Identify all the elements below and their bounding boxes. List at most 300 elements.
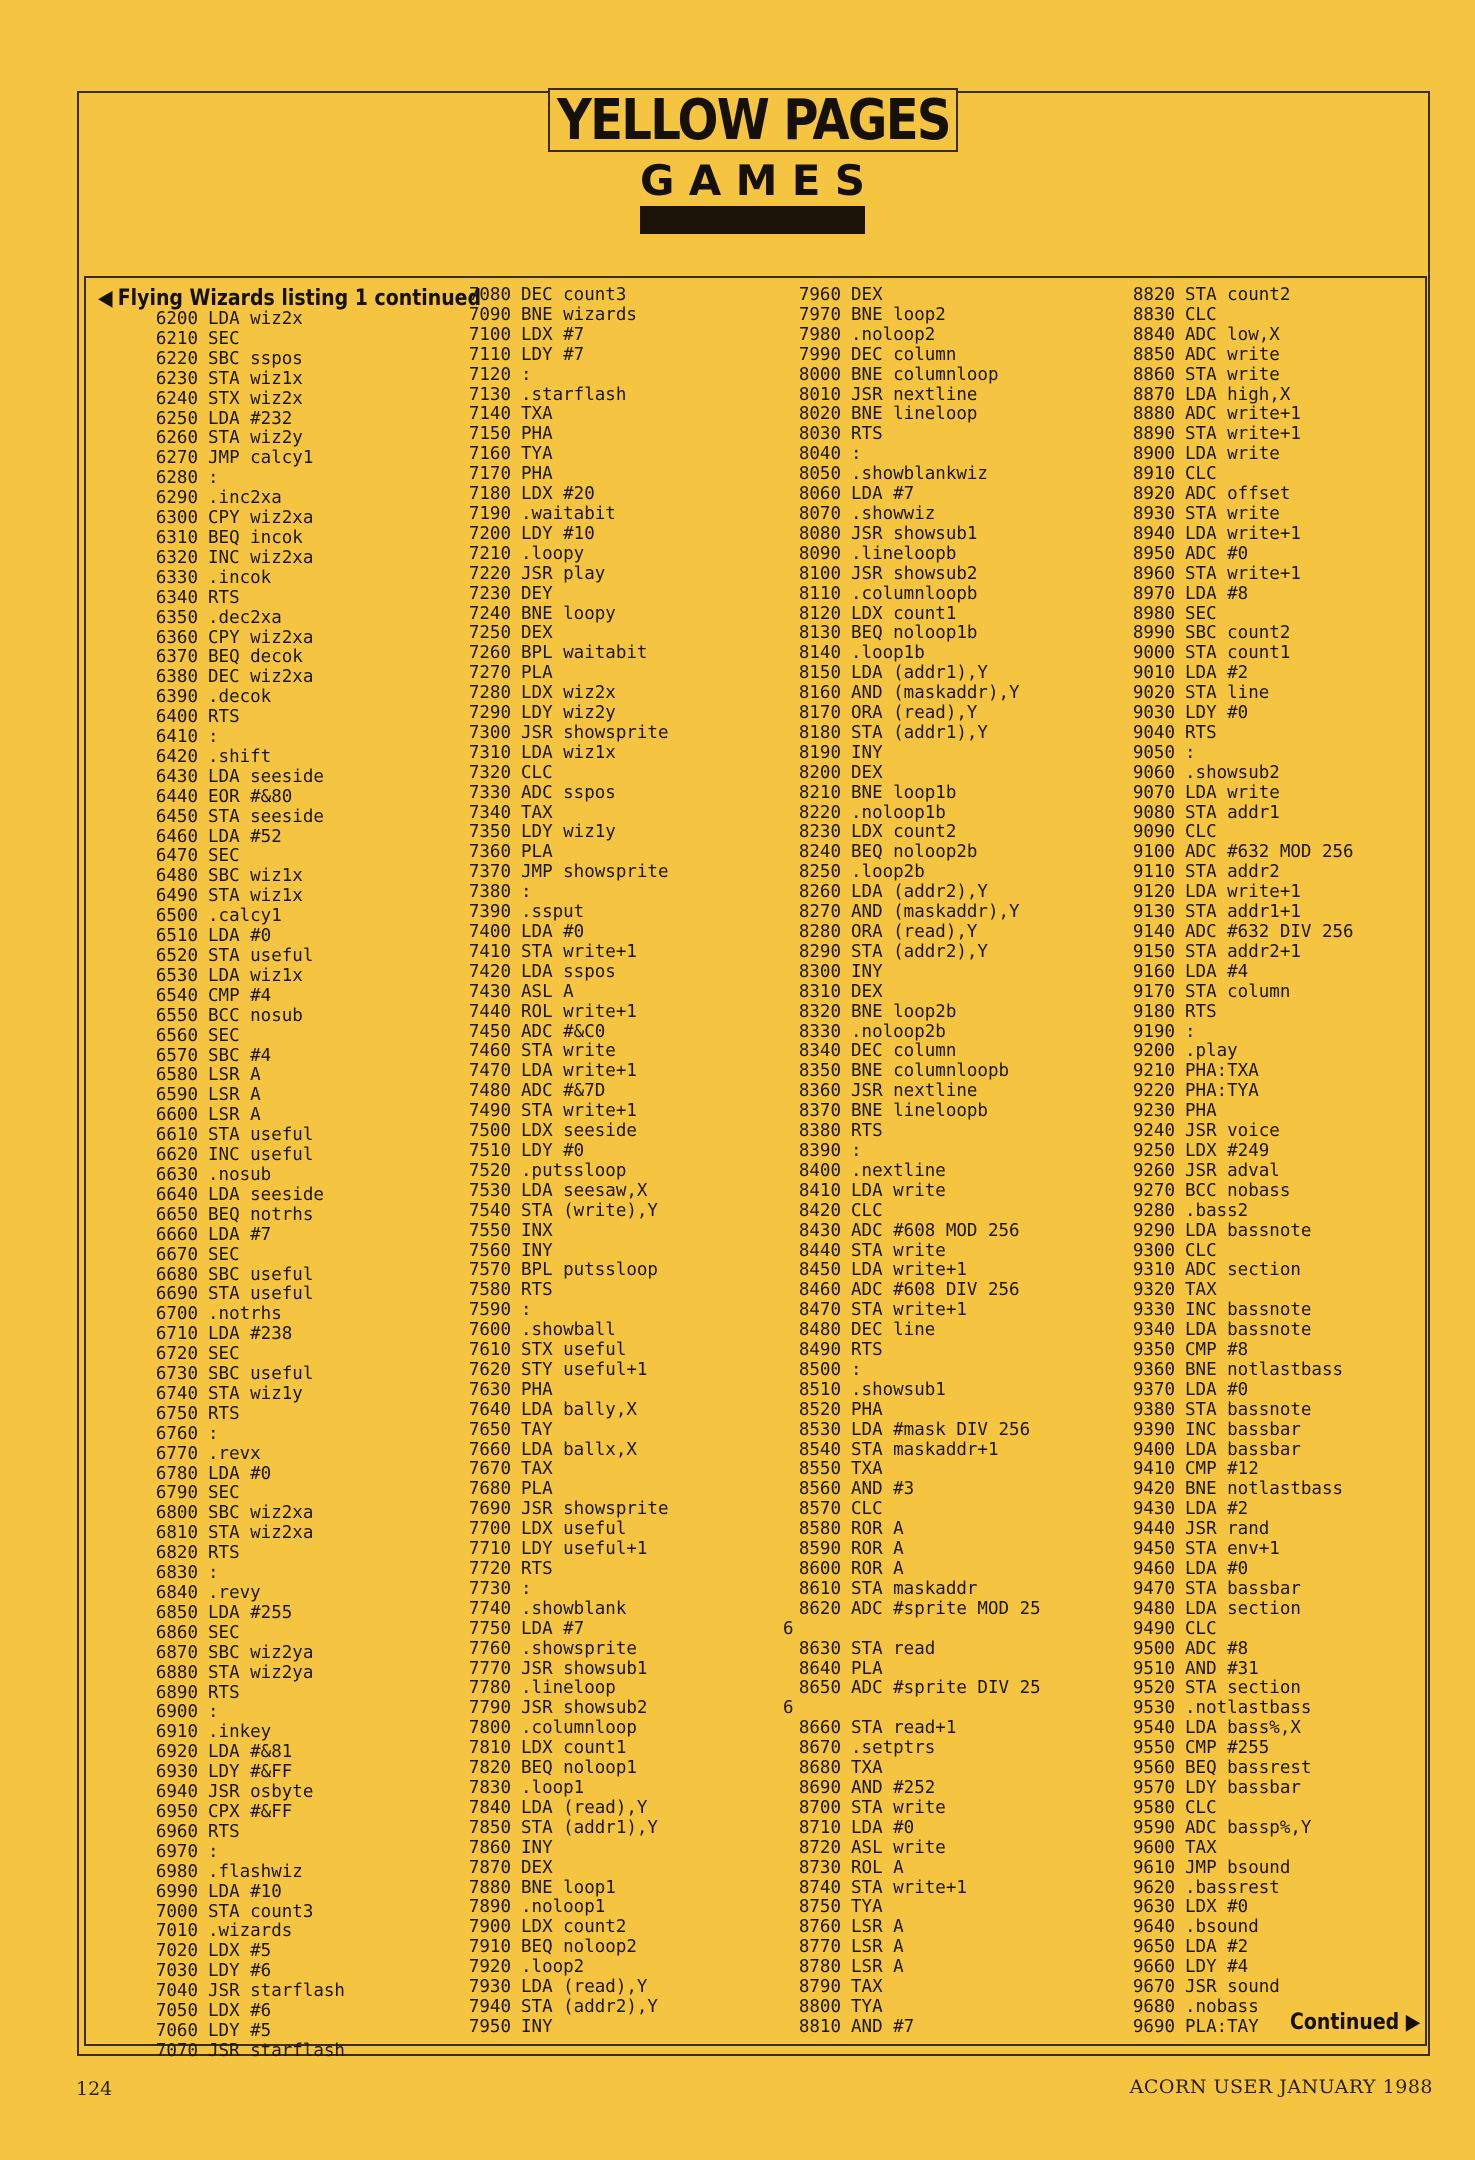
line-number: 7650 — [468, 1419, 511, 1440]
line-code: .noloop2 — [851, 324, 936, 345]
line-number: 9300 — [1132, 1240, 1175, 1261]
code-line — [453, 1321, 669, 1341]
line-code: STA write — [851, 1240, 946, 1261]
code-line — [783, 1480, 1041, 1500]
code-line — [140, 1186, 345, 1206]
line-code: DEX — [851, 762, 883, 783]
code-line — [453, 1958, 669, 1978]
line-code: LDA bass%,X — [1185, 1718, 1301, 1739]
line-number: 9200 — [1132, 1041, 1175, 1062]
line-number: 9660 — [1132, 1957, 1175, 1978]
line-code: STA write — [851, 1797, 946, 1818]
line-code: LDX #0 — [1185, 1897, 1249, 1918]
code-line — [783, 1540, 1041, 1560]
code-line — [140, 429, 345, 449]
line-code: LDX #5 — [208, 1941, 272, 1962]
line-code: .waitabit — [521, 503, 616, 524]
line-code: : — [208, 1563, 219, 1584]
line-code: JSR nextline — [851, 1081, 978, 1102]
line-number: 8770 — [798, 1937, 841, 1958]
line-code: JSR showsprite — [521, 1499, 669, 1520]
code-line — [783, 1361, 1041, 1381]
code-line — [1117, 684, 1354, 704]
line-number: 9470 — [1132, 1578, 1175, 1599]
line-number: 7570 — [468, 1260, 511, 1281]
line-code: STA (addr2),Y — [521, 1996, 658, 2017]
code-line — [783, 1819, 1041, 1839]
line-number: 9490 — [1132, 1618, 1175, 1639]
line-number: 6910 — [155, 1722, 198, 1743]
line-number: 8580 — [798, 1519, 841, 1540]
line-code: LDY #0 — [1185, 703, 1249, 724]
line-number: 6410 — [155, 727, 198, 748]
line-code: LDX wiz2x — [521, 683, 616, 704]
code-line — [783, 1102, 1041, 1122]
line-code: LDY bassbar — [1185, 1777, 1301, 1798]
code-line — [783, 724, 1041, 744]
code-line — [140, 609, 345, 629]
line-number: 9570 — [1132, 1777, 1175, 1798]
line-code: BNE loop1b — [851, 782, 957, 803]
code-line — [1117, 346, 1354, 366]
code-line — [783, 1779, 1041, 1799]
line-number: 7280 — [468, 683, 511, 704]
line-code: JSR showsub2 — [851, 563, 978, 584]
line-code: 6 — [783, 1698, 794, 1719]
line-code: LDA (read),Y — [521, 1977, 648, 1998]
line-number: 7710 — [468, 1539, 511, 1560]
code-line — [140, 1385, 345, 1405]
code-line — [783, 1202, 1041, 1222]
code-line — [453, 1441, 669, 1461]
line-code: LDY #5 — [208, 2020, 272, 2041]
line-code: .inkey — [208, 1722, 272, 1743]
code-line — [453, 684, 669, 704]
code-line — [140, 370, 345, 390]
line-code: AND #252 — [851, 1777, 936, 1798]
code-line — [453, 1998, 669, 2018]
line-code: LDA #0 — [851, 1817, 915, 1838]
line-number: 8410 — [798, 1180, 841, 1201]
code-line — [783, 1182, 1041, 1202]
line-number: 9250 — [1132, 1140, 1175, 1161]
line-code: ADC #&C0 — [521, 1021, 606, 1042]
line-code: LDX count1 — [521, 1738, 627, 1759]
line-number: 7030 — [155, 1961, 198, 1982]
line-code: .play — [1185, 1041, 1238, 1062]
line-number: 6860 — [155, 1622, 198, 1643]
line-number: 9110 — [1132, 862, 1175, 883]
line-code: LDA seesaw,X — [521, 1180, 648, 1201]
line-number: 8550 — [798, 1459, 841, 1480]
line-code: BEQ bassrest — [1185, 1758, 1312, 1779]
line-number: 9680 — [1132, 1996, 1175, 2017]
line-number: 7270 — [468, 663, 511, 684]
code-line — [783, 1301, 1041, 1321]
code-line — [453, 485, 669, 505]
line-number: 8860 — [1132, 364, 1175, 385]
line-code: LSR A — [208, 1065, 261, 1086]
code-line — [453, 1401, 669, 1421]
code-line — [783, 1739, 1041, 1759]
line-number: 7580 — [468, 1280, 511, 1301]
line-code: TAY — [521, 1419, 553, 1440]
line-number: 6600 — [155, 1105, 198, 1126]
line-number: 7960 — [798, 285, 841, 305]
line-code: LDY #4 — [1185, 1957, 1249, 1978]
section-label — [640, 156, 865, 205]
code-line — [140, 1484, 345, 1504]
code-line — [140, 927, 345, 947]
code-line — [1117, 624, 1354, 644]
line-code: STA (addr2),Y — [851, 941, 988, 962]
line-code: LDA #2 — [1185, 663, 1249, 684]
code-line — [783, 445, 1041, 465]
line-code: LDY #6 — [208, 1961, 272, 1982]
line-code: JSR adval — [1185, 1160, 1280, 1181]
line-code: ASL write — [851, 1837, 946, 1858]
code-line — [140, 808, 345, 828]
line-number: 6400 — [155, 707, 198, 728]
line-number: 7780 — [468, 1678, 511, 1699]
line-code: : — [521, 882, 532, 903]
code-line — [453, 1560, 669, 1580]
line-number: 6440 — [155, 786, 198, 807]
line-number: 7980 — [798, 324, 841, 345]
code-line — [140, 788, 345, 808]
code-line — [140, 1823, 345, 1843]
line-number: 8010 — [798, 384, 841, 405]
line-code: LDA wiz1x — [521, 742, 616, 763]
code-line — [783, 1242, 1041, 1262]
code-line — [140, 1285, 345, 1305]
line-code: .starflash — [521, 384, 627, 405]
line-number: 8660 — [798, 1718, 841, 1739]
line-code: BEQ noloop2b — [851, 842, 978, 863]
line-number: 8020 — [798, 404, 841, 425]
line-code: LDA seeside — [208, 766, 324, 787]
line-number: 8910 — [1132, 464, 1175, 485]
line-code: LDA #7 — [208, 1224, 272, 1245]
line-code: ADC bassp%,Y — [1185, 1817, 1312, 1838]
line-code: .calcy1 — [208, 906, 282, 927]
line-number: 6320 — [155, 547, 198, 568]
line-number: 8540 — [798, 1439, 841, 1460]
line-number: 6730 — [155, 1364, 198, 1385]
code-line — [453, 465, 669, 485]
line-number: 6670 — [155, 1244, 198, 1265]
listing-heading — [98, 286, 481, 311]
code-line — [1117, 1042, 1354, 1062]
line-code: 6 — [783, 1618, 794, 1639]
code-line — [1117, 1441, 1354, 1461]
line-code: SBC useful — [208, 1264, 314, 1285]
line-number: 8710 — [798, 1817, 841, 1838]
code-line — [140, 947, 345, 967]
line-number: 6280 — [155, 468, 198, 489]
code-line — [783, 1799, 1041, 1819]
line-number: 7220 — [468, 563, 511, 584]
line-code: .notrhs — [208, 1304, 282, 1325]
line-number: 9120 — [1132, 882, 1175, 903]
line-number: 7630 — [468, 1379, 511, 1400]
code-line — [783, 1620, 1041, 1640]
code-line — [140, 748, 345, 768]
code-line — [140, 1684, 345, 1704]
line-code: SBC #4 — [208, 1045, 272, 1066]
code-line — [783, 1879, 1041, 1899]
code-line — [140, 1146, 345, 1166]
code-line — [783, 1401, 1041, 1421]
code-line — [140, 1047, 345, 1067]
code-line — [453, 863, 669, 883]
code-line — [1117, 1480, 1354, 1500]
code-line — [140, 1644, 345, 1664]
code-line — [1117, 425, 1354, 445]
line-number: 7340 — [468, 802, 511, 823]
line-number: 8140 — [798, 643, 841, 664]
line-code: STA read — [851, 1638, 936, 1659]
line-code: : — [208, 1702, 219, 1723]
line-code: PLA — [851, 1658, 883, 1679]
line-code: .loop2 — [521, 1957, 585, 1978]
line-number: 7910 — [468, 1937, 511, 1958]
line-number: 8180 — [798, 722, 841, 743]
line-number: 8440 — [798, 1240, 841, 1261]
code-line — [453, 1779, 669, 1799]
line-code: LDA seeside — [208, 1184, 324, 1205]
line-number: 9030 — [1132, 703, 1175, 724]
code-line — [783, 1222, 1041, 1242]
line-code: CMP #8 — [1185, 1340, 1249, 1361]
code-line — [453, 644, 669, 664]
line-number: 6650 — [155, 1204, 198, 1225]
line-code: LDX count2 — [851, 822, 957, 843]
line-number: 8840 — [1132, 324, 1175, 345]
line-number: 6480 — [155, 866, 198, 887]
line-code: STA bassnote — [1185, 1399, 1312, 1420]
line-code: ADC #608 DIV 256 — [851, 1280, 1020, 1301]
line-code: INY — [521, 1837, 553, 1858]
line-code: LDA ballx,X — [521, 1439, 637, 1460]
line-code: LDY #10 — [521, 523, 595, 544]
code-line — [453, 883, 669, 903]
line-number: 7300 — [468, 722, 511, 743]
line-number: 7060 — [155, 2020, 198, 2041]
code-line — [140, 867, 345, 887]
code-column-2 — [453, 286, 669, 2038]
line-number: 8630 — [798, 1638, 841, 1659]
line-number: 7880 — [468, 1877, 511, 1898]
code-line — [783, 823, 1041, 843]
line-code: CPY wiz2xa — [208, 508, 314, 529]
line-code: .loop1b — [851, 643, 925, 664]
line-number: 6680 — [155, 1264, 198, 1285]
line-number: 9430 — [1132, 1499, 1175, 1520]
line-code: STA useful — [208, 946, 314, 966]
line-code: LSR A — [208, 1105, 261, 1126]
line-code: JMP showsprite — [521, 862, 669, 883]
line-number: 7660 — [468, 1439, 511, 1460]
line-code: STA wiz1y — [208, 1383, 303, 1404]
line-number: 7870 — [468, 1857, 511, 1878]
line-code: LDA write+1 — [1185, 882, 1301, 903]
line-code: TAX — [521, 1459, 553, 1480]
line-number: 6420 — [155, 746, 198, 767]
line-number: 7590 — [468, 1300, 511, 1321]
line-code: SBC useful — [208, 1364, 314, 1385]
code-line — [453, 1719, 669, 1739]
line-number: 7130 — [468, 384, 511, 405]
line-code: LDA #mask DIV 256 — [851, 1419, 1031, 1440]
code-line — [140, 1246, 345, 1266]
line-code: ADC #608 MOD 256 — [851, 1220, 1020, 1241]
code-line — [783, 1460, 1041, 1480]
line-code: BNE notlastbass — [1185, 1359, 1344, 1380]
code-line — [140, 310, 345, 330]
line-code: LDA #0 — [208, 1463, 272, 1484]
line-number: 8880 — [1132, 404, 1175, 425]
line-number: 7360 — [468, 842, 511, 863]
line-code: .ssput — [521, 902, 585, 923]
line-number: 8250 — [798, 862, 841, 883]
line-code: LDA bassbar — [1185, 1439, 1301, 1460]
line-code: ADC write — [1185, 344, 1280, 365]
line-code: BNE loop1 — [521, 1877, 616, 1898]
line-number: 6920 — [155, 1742, 198, 1763]
code-line — [453, 1222, 669, 1242]
line-code: BEQ noloop2 — [521, 1937, 637, 1958]
line-number: 6880 — [155, 1662, 198, 1683]
code-line — [1117, 1460, 1354, 1480]
page-number: 124 — [76, 2078, 113, 2100]
code-line — [783, 306, 1041, 326]
line-code: STA wiz2y — [208, 428, 303, 449]
line-number: 9180 — [1132, 1001, 1175, 1022]
code-line — [453, 1819, 669, 1839]
line-code: ADC section — [1185, 1260, 1301, 1281]
line-number: 6260 — [155, 428, 198, 449]
line-number: 8000 — [798, 364, 841, 385]
line-number: 6340 — [155, 587, 198, 608]
line-code: LSR A — [851, 1917, 904, 1938]
line-code: STA write+1 — [1185, 424, 1301, 445]
code-line — [140, 1863, 345, 1883]
line-number: 7140 — [468, 404, 511, 425]
line-code: STA write — [521, 1041, 616, 1062]
line-code: JSR voice — [1185, 1121, 1280, 1142]
line-number: 9090 — [1132, 822, 1175, 843]
line-number: 6990 — [155, 1881, 198, 1902]
code-line — [140, 1086, 345, 1106]
line-number: 6390 — [155, 687, 198, 708]
code-line — [1117, 724, 1354, 744]
code-line — [783, 525, 1041, 545]
code-line — [140, 1425, 345, 1445]
line-number: 7020 — [155, 1941, 198, 1962]
line-number: 8130 — [798, 623, 841, 644]
line-number: 9290 — [1132, 1220, 1175, 1241]
line-number: 8490 — [798, 1340, 841, 1361]
line-number: 6230 — [155, 368, 198, 389]
line-code: BCC nosub — [208, 1005, 303, 1026]
code-line — [1117, 585, 1354, 605]
code-line — [1117, 1779, 1354, 1799]
code-line — [1117, 1082, 1354, 1102]
line-code: ADC #sprite MOD 25 — [851, 1598, 1041, 1619]
line-code: .putssloop — [521, 1160, 627, 1181]
line-number: 8820 — [1132, 285, 1175, 305]
line-number: 7820 — [468, 1758, 511, 1779]
line-number: 9260 — [1132, 1160, 1175, 1181]
line-code: PHA — [521, 424, 553, 445]
line-number: 6500 — [155, 906, 198, 927]
line-code: LDA write — [1185, 782, 1280, 803]
line-code: RTS — [851, 1121, 883, 1142]
line-number: 8730 — [798, 1857, 841, 1878]
line-number: 8260 — [798, 882, 841, 903]
line-number: 9650 — [1132, 1937, 1175, 1958]
line-number: 8800 — [798, 1996, 841, 2017]
code-line — [1117, 1321, 1354, 1341]
code-line — [453, 1281, 669, 1301]
line-number: 7840 — [468, 1797, 511, 1818]
line-number: 8610 — [798, 1578, 841, 1599]
line-code: ASL A — [521, 981, 574, 1002]
line-code: : — [521, 364, 532, 385]
line-number: 6690 — [155, 1284, 198, 1305]
line-code: LDX #6 — [208, 2001, 272, 2022]
code-line — [140, 688, 345, 708]
code-line — [783, 1938, 1041, 1958]
line-number: 8970 — [1132, 583, 1175, 604]
code-line — [1117, 1500, 1354, 1520]
line-number: 6540 — [155, 985, 198, 1006]
code-line — [140, 589, 345, 609]
line-code: ADC write+1 — [1185, 404, 1301, 425]
line-number: 8240 — [798, 842, 841, 863]
line-code: SEC — [208, 1344, 240, 1365]
line-number: 8570 — [798, 1499, 841, 1520]
line-number: 7450 — [468, 1021, 511, 1042]
line-code: PLA — [521, 842, 553, 863]
line-number: 8590 — [798, 1539, 841, 1560]
line-number: 7920 — [468, 1957, 511, 1978]
code-line — [1117, 1142, 1354, 1162]
code-line — [453, 286, 669, 306]
line-number: 9620 — [1132, 1877, 1175, 1898]
code-line — [453, 1381, 669, 1401]
code-line — [1117, 1261, 1354, 1281]
line-code: BNE wizards — [521, 304, 637, 325]
line-number: 8120 — [798, 603, 841, 624]
code-line — [140, 1305, 345, 1325]
code-line — [1117, 1421, 1354, 1441]
code-line — [1117, 1003, 1354, 1023]
line-code: JSR showsub1 — [851, 523, 978, 544]
code-line — [1117, 704, 1354, 724]
code-line — [453, 923, 669, 943]
line-code: INY — [521, 2016, 553, 2037]
line-code: STA wiz1x — [208, 368, 303, 389]
line-number: 6550 — [155, 1005, 198, 1026]
line-code: .wizards — [208, 1921, 293, 1942]
line-code: .nextline — [851, 1160, 946, 1181]
code-line — [1117, 366, 1354, 386]
line-code: JSR showsub1 — [521, 1658, 648, 1679]
line-number: 6610 — [155, 1125, 198, 1146]
line-number: 7610 — [468, 1340, 511, 1361]
